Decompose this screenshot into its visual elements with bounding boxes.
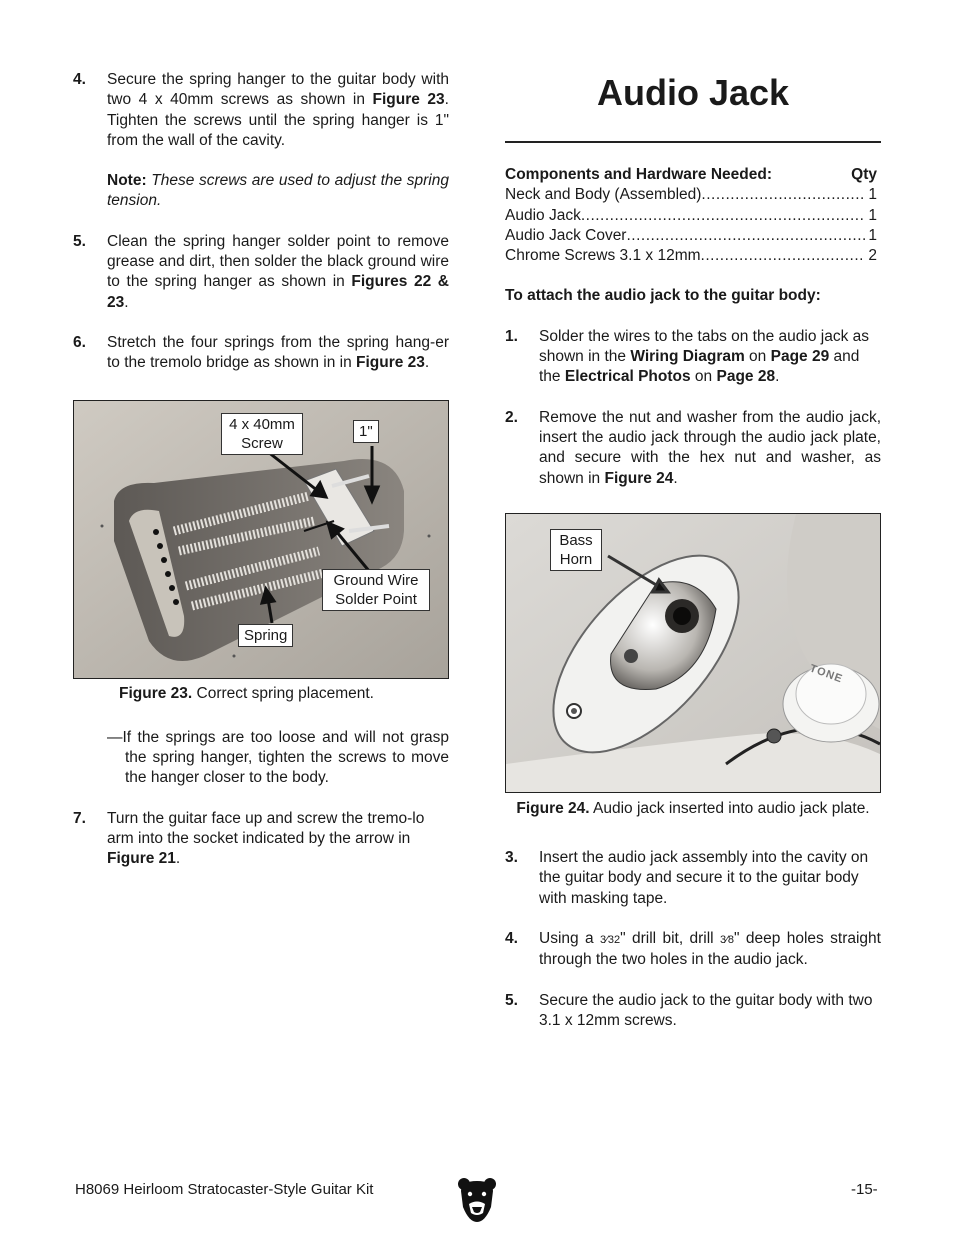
footer-title: H8069 Heirloom Stratocaster-Style Guitar Kit bbox=[75, 1181, 374, 1198]
step-number: 7. bbox=[73, 809, 86, 827]
step-5-right bbox=[505, 991, 881, 1032]
note: Note: These screws are used to adjust the spring tension. bbox=[107, 172, 449, 210]
step-number: 4. bbox=[505, 930, 518, 948]
figure-24-caption: Figure 24. Audio jack inserted into audio jack plate. bbox=[516, 799, 870, 817]
component-row: Neck and Body (Assembled) ..... 1 bbox=[505, 185, 881, 205]
step-number: 1. bbox=[505, 327, 518, 345]
step-6-left bbox=[73, 333, 449, 374]
tone-knob-label: TONE bbox=[808, 662, 845, 686]
section-title: Audio Jack bbox=[596, 72, 790, 113]
step-paragraph: Stretch the four springs from the spring hang-er to the tremolo bridge as shown in in Figure 23. bbox=[107, 333, 449, 372]
fraction: 3⁄32 bbox=[599, 934, 621, 947]
step-4-right bbox=[505, 929, 881, 971]
figure-23-photo bbox=[73, 400, 449, 679]
step-1-right bbox=[505, 327, 881, 388]
step-paragraph: Solder the wires to the tabs on the audio jack as shown in the Wiring Diagram on Page 29 and the Electrical Photos on Page 28. bbox=[539, 327, 870, 386]
callout-one-inch: 1" bbox=[353, 420, 379, 443]
component-row: Audio Jack Cover ..... 1 bbox=[505, 226, 881, 246]
step-number: 5. bbox=[73, 232, 86, 250]
step-5-left bbox=[73, 232, 449, 313]
step-number: 5. bbox=[505, 991, 518, 1009]
step-paragraph: Insert the audio jack assembly into the cavity on the guitar body and secure it to the guitar body with masking tape. bbox=[539, 849, 869, 907]
component-row: Chrome Screws 3.1 x 12mm ..... 2 bbox=[505, 246, 881, 266]
step-paragraph: Remove the nut and washer from the audio jack, insert the audio jack through the audio jack plate, and secure with the hex nut and washer, as shown in Figure 24. bbox=[539, 408, 881, 487]
attach-heading: To attach the audio jack to the guitar body: bbox=[505, 287, 821, 305]
right-column bbox=[505, 70, 881, 1031]
callout-screw: 4 x 40mm Screw bbox=[221, 413, 303, 455]
dash-note: —If the springs are too loose and will not grasp the spring hanger, tighten the screws to move the hanger closer to the body. bbox=[107, 728, 449, 787]
step-number: 4. bbox=[73, 71, 86, 88]
component-row: Audio Jack ..... 1 bbox=[505, 206, 881, 226]
step-paragraph: Secure the audio jack to the guitar body with two 3.1 x 12mm screws. bbox=[539, 991, 873, 1029]
step-number: 2. bbox=[505, 408, 518, 426]
left-column bbox=[73, 70, 449, 870]
figure-24-photo bbox=[505, 513, 881, 793]
step-4-left bbox=[73, 70, 449, 212]
step-paragraph: Using a 3⁄32" drill bit, drill 3⁄8" deep holes straight through the two holes in the audio jack. bbox=[539, 930, 881, 969]
components-header: Components and Hardware Needed: Qty bbox=[505, 166, 877, 183]
step-number: 3. bbox=[505, 849, 518, 867]
callout-bass-horn: Bass Horn bbox=[550, 529, 602, 571]
step-paragraph: Clean the spring hanger solder point to remove grease and dirt, then solder the black ground wire to the spring hanger as shown in Figures 22 & 23. bbox=[107, 232, 450, 311]
callout-ground-wire: Ground Wire Solder Point bbox=[322, 569, 430, 611]
fraction: 3⁄8 bbox=[719, 934, 735, 947]
step-7-left bbox=[73, 809, 449, 870]
step-number: 6. bbox=[73, 333, 86, 351]
title-rule bbox=[505, 141, 881, 143]
page-number: -15- bbox=[851, 1181, 878, 1198]
callout-spring: Spring bbox=[238, 624, 293, 647]
step-2-right bbox=[505, 408, 881, 489]
step-paragraph: Turn the guitar face up and screw the tremo-lo arm into the socket indicated by the arrow in Figure 21. bbox=[107, 809, 425, 868]
step-3-right bbox=[505, 848, 881, 909]
figure-23-caption: Figure 23. Correct spring placement. bbox=[119, 684, 374, 702]
step-paragraph: Secure the spring hanger to the guitar body with two 4 x 40mm screws as shown in Figure 23. Tighten the screws until the spring hanger is 1" from the wall of the cavity. bbox=[107, 71, 449, 149]
grizzly-bear-logo-icon bbox=[457, 1177, 497, 1223]
